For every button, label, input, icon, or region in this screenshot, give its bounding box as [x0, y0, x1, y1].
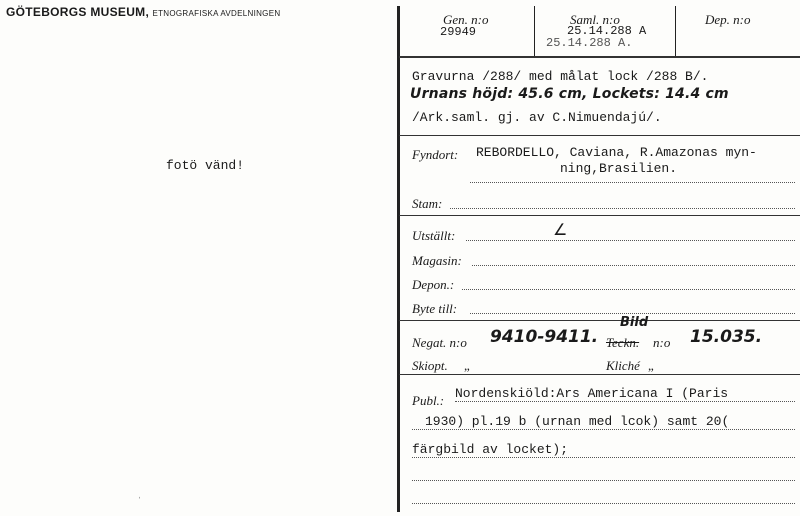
description-line-2-handwritten: Urnans höjd: 45.6 cm, Lockets: 14.4 cm — [410, 86, 729, 102]
header-divider-2 — [675, 6, 676, 56]
card-left-border — [397, 6, 400, 512]
utstallt-label: Utställt: — [412, 228, 456, 243]
gen-label: Gen. n:o — [443, 12, 489, 27]
negat-value: 9410-9411. — [490, 327, 599, 347]
stam-rule — [399, 215, 800, 216]
saml-value: 25.14.288 A — [567, 24, 647, 38]
dep-label: Dep. n:o — [705, 12, 751, 27]
location-rule — [399, 320, 800, 321]
publ-label: Publ.: — [412, 393, 445, 408]
negat-label: Negat. n:o — [412, 335, 467, 350]
bild-value: Bild — [620, 315, 649, 330]
magasin-label: Magasin: — [412, 253, 462, 268]
museum-header — [6, 5, 280, 19]
fyndort-line-2: ning,Brasilien. — [560, 161, 678, 176]
utstallt-dotted-line — [466, 240, 795, 241]
museum-name: GÖTEBORGS MUSEUM, — [6, 5, 150, 19]
no-value: 15.035. — [690, 327, 763, 347]
publ-dotted-line-4 — [412, 480, 795, 481]
description-line-1: Gravurna /288/ med målat lock /288 B/. — [412, 69, 709, 84]
department-name: ETNOGRAFISKA AVDELNINGEN — [152, 9, 281, 18]
turn-photo-note: fotö vänd! — [166, 158, 245, 173]
publ-line-3: färgbild av locket); — [412, 442, 569, 457]
teckn-label: Teckn. — [606, 335, 640, 350]
skiopt-ditto: „ — [464, 358, 470, 373]
fyndort-label: Fyndort: — [412, 147, 459, 162]
byte-dotted-line — [470, 313, 795, 314]
fyndort-line-1: REBORDELLO, Caviana, R.Amazonas myn- — [476, 145, 757, 160]
numbers-rule — [399, 374, 800, 375]
publ-dotted-line-2 — [412, 429, 795, 430]
description-line-3: /Ark.saml. gj. av C.Nimuendajú/. — [412, 110, 662, 125]
byte-label: Byte till: — [412, 301, 458, 316]
publ-dotted-line-1 — [455, 401, 795, 402]
no-label: n:o — [653, 335, 671, 350]
depon-label: Depon.: — [412, 277, 455, 292]
header-rule — [399, 56, 800, 58]
magasin-dotted-line — [472, 265, 795, 266]
kliche-label: Kliché — [606, 358, 640, 373]
stam-label: Stam: — [412, 196, 443, 211]
skiopt-label: Skiopt. — [412, 358, 448, 373]
description-rule — [399, 135, 800, 136]
header-divider-1 — [534, 6, 535, 56]
publ-line-2: 1930) pl.19 b (urnan med lcok) samt 20( — [425, 414, 730, 429]
publ-dotted-line-3 — [412, 457, 795, 458]
stam-dotted-line — [450, 208, 795, 209]
gen-value: 29949 — [440, 25, 477, 39]
kliche-ditto: „ — [648, 358, 654, 373]
publ-line-1: Nordenskiöld:Ars Americana I (Paris — [455, 386, 729, 401]
fyndort-dotted-line — [470, 182, 795, 183]
depon-dotted-line — [462, 289, 795, 290]
utstallt-mark: ∠ — [553, 222, 568, 239]
publ-dotted-line-5 — [412, 503, 795, 504]
saml-value-retyped: 25.14.288 A. — [546, 36, 633, 50]
stray-mark: ˌ — [138, 488, 142, 499]
saml-label: Saml. n:o — [570, 12, 620, 27]
